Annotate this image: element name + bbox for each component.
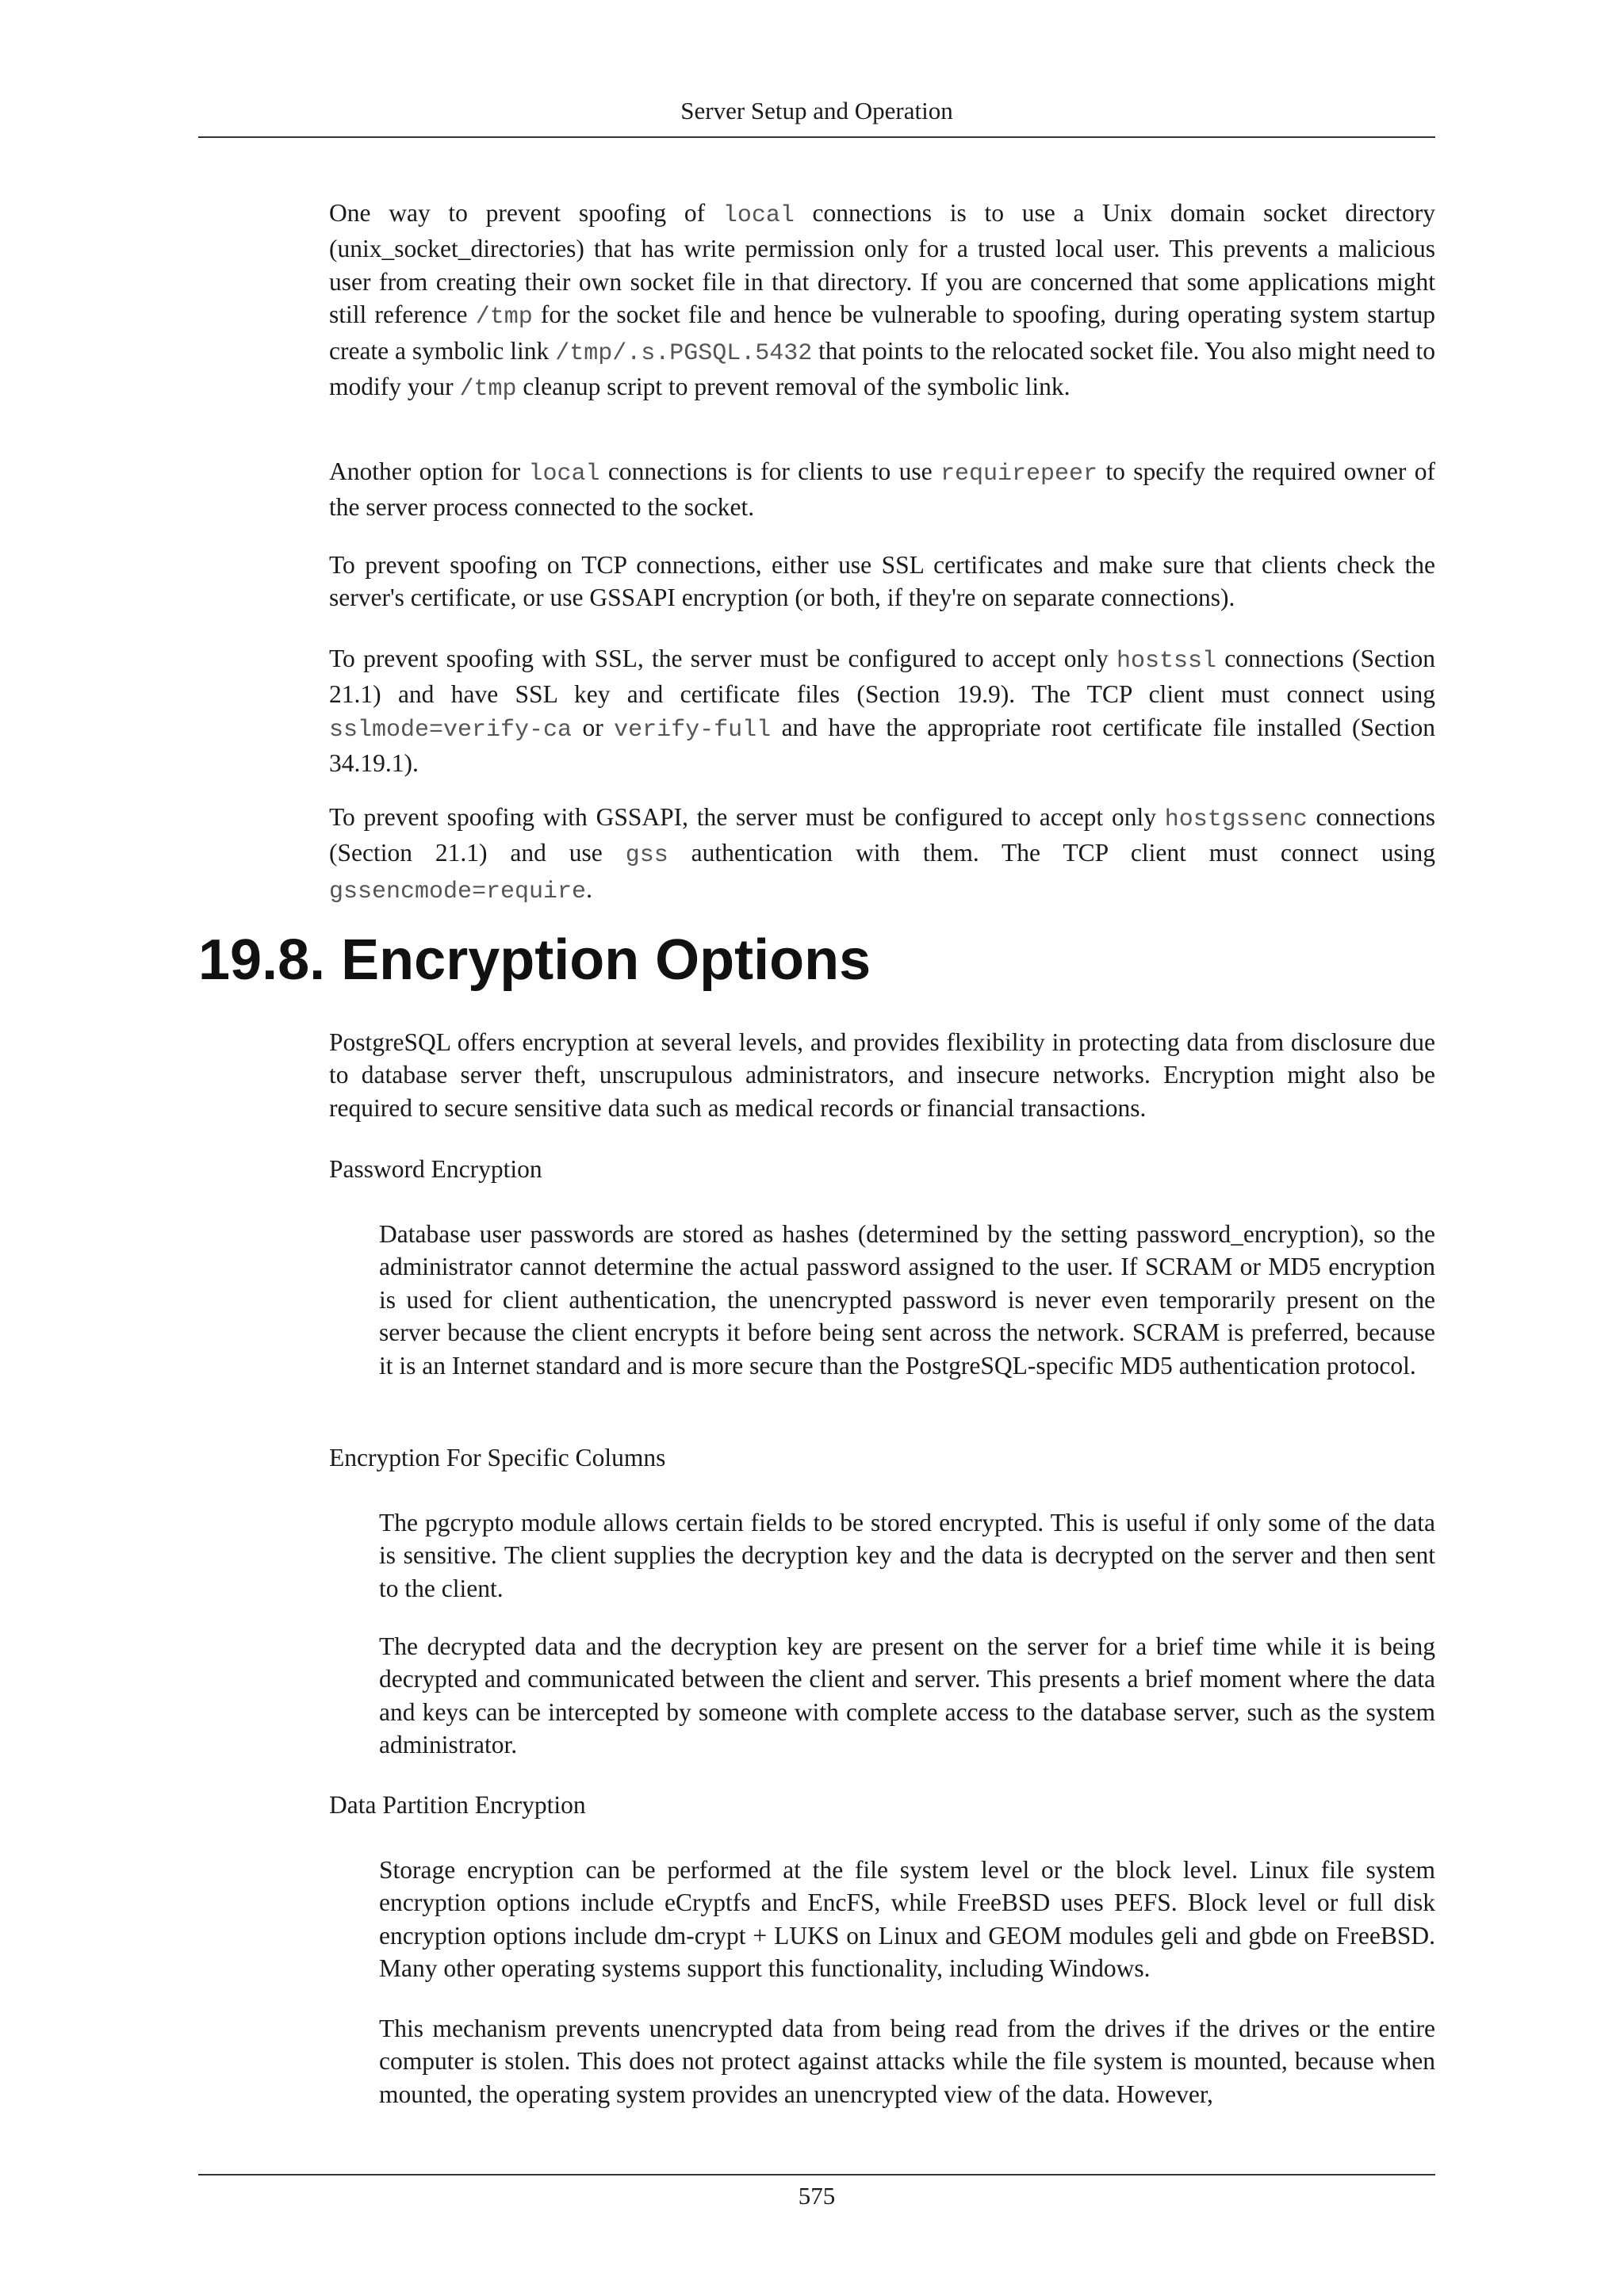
- section-intro-paragraph: PostgreSQL offers encryption at several levels, and provides flexibility in protecting data from disclosure due to database server theft, unscrupulous administrators, and insecure networks. Encryption might also be required to secure sensitive data such as medical records or financial transactions.: [329, 1028, 1435, 1122]
- code-gssencmode: gssencmode=require: [329, 878, 587, 905]
- text-run: To prevent spoofing with SSL, the server must be configured to accept only: [329, 645, 1116, 672]
- definition-column-encryption-2: The decrypted data and the decryption key are present on the server for a brief time while it is being decrypted and communicated between the client and server. This presents a brief moment where the data and keys can be intercepted by someone with complete access to the database server, such as the system administrator.: [379, 1632, 1435, 1759]
- code-gss: gss: [625, 842, 668, 870]
- paragraph-tcp-spoofing: [329, 549, 1435, 614]
- text-run: To prevent spoofing on TCP connections, either use SSL certificates and make sure that clients check the server's certificate, or use GSSAPI encryption (or both, if they're on separate connections).: [329, 551, 1435, 612]
- section-heading: 19.8. Encryption Options: [198, 928, 871, 992]
- text-run: and have the appropriate root certificate file installed (Section 34.19.1).: [329, 713, 1435, 778]
- code-socket-link: /tmp/.s.PGSQL.5432: [555, 339, 813, 367]
- code-tmp: /tmp: [459, 376, 517, 404]
- paragraph-requirepeer: [329, 455, 1435, 524]
- definition-partition-encryption-2: This mechanism prevents unencrypted data from being read from the drives if the drives or the entire computer is stolen. This does not protect against attacks while the file system is mounted, because when mounted, the operating system provides an unencrypted view of the data. However,: [379, 2015, 1435, 2108]
- term-partition-encryption: Data Partition Encryption: [329, 1791, 586, 1819]
- paragraph-ssl-spoofing: [329, 642, 1435, 780]
- text-run: connections is for clients to use: [599, 457, 940, 485]
- code-hostgssenc: hostgssenc: [1164, 806, 1308, 833]
- text-run: connections is to use a Unix domain socket directory (unix_socket_directories) that has write permission only for a trusted local user. This prevents a malicious user from creating their own socket file in that directory. If you are concerned that some applications might still reference: [329, 199, 1436, 329]
- text-run: Another option for: [329, 457, 529, 485]
- text-run: that points to the relocated socket file. You also might need to modify your: [329, 336, 1436, 401]
- text-run: to specify the required owner of the server process connected to the socket.: [329, 457, 1435, 522]
- code-hostssl: hostssl: [1116, 648, 1217, 675]
- text-run: One way to prevent spoofing of: [329, 199, 723, 227]
- text-run: or: [572, 713, 615, 741]
- code-requirepeer: requirepeer: [940, 461, 1097, 488]
- definition-column-encryption-1: The pgcrypto module allows certain fields to be stored encrypted. This is useful if only some of the data is sensitive. The client supplies the decryption key and the data is decrypted on the server and then sent to the client.: [379, 1509, 1435, 1602]
- page-number: 575: [798, 2182, 836, 2210]
- code-sslmode: sslmode=verify-ca: [329, 716, 573, 744]
- page-header: Server Setup and Operation: [680, 97, 953, 124]
- definition-password-encryption: Database user passwords are stored as hashes (determined by the setting password_encryption), so the administrator cannot determine the actual password assigned to the user. If SCRAM or MD5 encryption is used for client authentication, the unencrypted password is never even temporarily present on the server because the client encrypts it before being sent across the network. SCRAM is preferred, because it is an Internet standard and is more secure than the PostgreSQL-specific MD5 authentication protocol.: [379, 1220, 1435, 1380]
- paragraph-socket-directory: [329, 197, 1435, 406]
- code-verify-full: verify-full: [614, 716, 772, 744]
- text-run: To prevent spoofing with GSSAPI, the server must be configured to accept only: [329, 803, 1165, 831]
- code-local: local: [722, 202, 795, 229]
- text-run: authentication with them. The TCP client must connect using: [668, 839, 1436, 867]
- footer-rule: [198, 2174, 1435, 2175]
- code-local: local: [528, 461, 600, 488]
- term-password-encryption: Password Encryption: [329, 1155, 542, 1183]
- text-run: cleanup script to prevent removal of the symbolic link.: [516, 373, 1071, 401]
- code-tmp: /tmp: [475, 304, 533, 331]
- term-column-encryption: Encryption For Specific Columns: [329, 1444, 666, 1471]
- header-rule: [198, 136, 1435, 138]
- paragraph-gssapi-spoofing: [329, 801, 1435, 909]
- text-run: connections (Section 21.1) and have SSL key and certificate files (Section 19.9). The TCP client must connect using: [329, 645, 1436, 709]
- definition-partition-encryption-1: Storage encryption can be performed at the file system level or the block level. Linux file system encryption options include eCryptfs and EncFS, while FreeBSD uses PEFS. Block level or full disk encryption options include dm-crypt + LUKS on Linux and GEOM modules geli and gbde on FreeBSD. Many other operating systems support this functionality, including Windows.: [379, 1856, 1435, 1983]
- text-run: connections (Section 21.1) and use: [329, 803, 1435, 867]
- text-run: for the socket file and hence be vulnerable to spoofing, during operating system startup create a symbolic link: [329, 300, 1436, 365]
- text-run: .: [586, 874, 592, 903]
